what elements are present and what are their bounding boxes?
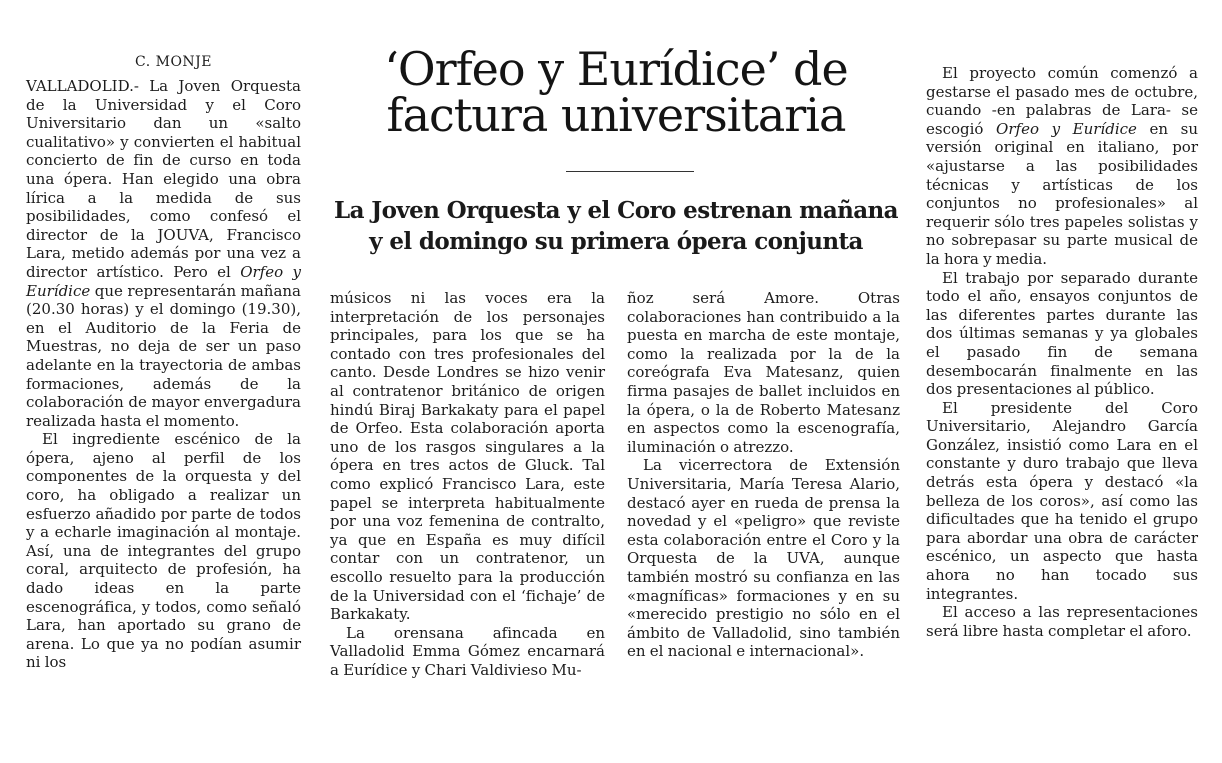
column-2 <box>330 289 605 679</box>
headline: ‘Orfeo y Eurídice’ de factura universitaria <box>384 42 848 142</box>
byline: C. MONJE <box>135 54 213 70</box>
paragraph-text: en su versión original en italiano, por «ajustarse a las posibilidades técnicas y artísticas de los conjuntos no profesionales» al requerir sólo tres papeles solistas y no sobrepasar su parte musical de la hora y media. <box>926 119 1198 268</box>
paragraph: ñoz será Amore. Otras colaboraciones han contribuido a la puesta en marcha de este montaje, como la realizada por la de la coreógrafa Eva Matesanz, quien firma pasajes de ballet incluidos en la ópera, o la de Roberto Matesanz en aspectos como la escenografía, iluminación o atrezzo. <box>627 289 900 456</box>
paragraph: El acceso a las representaciones será libre hasta completar el aforo. <box>926 603 1198 640</box>
headline-divider <box>566 171 694 172</box>
paragraph: El presidente del Coro Universitario, Alejandro García González, insistió como Lara en el constante y duro trabajo que lleva detrás esta ópera y destacó «la belleza de los coros», así como las dificultades que ha tenido el grupo para abordar una obra de carácter escénico, un aspecto que hasta ahora no han tocado sus integrantes. <box>926 398 1198 603</box>
paragraph: El ingrediente escénico de la ópera, ajeno al perfil de los componentes de la orquesta y del coro, ha obligado a realizar un esfuerzo añadido por parte de todos y a echarle imaginación al montaje. Así, una de integrantes del grupo coral, arquitecto de profesión, ha dado ideas en la parte escenográfica, y todos, como señaló Lara, han aportado su grano de arena. Lo que ya no podían asumir ni los <box>26 430 301 672</box>
paragraph: La orensana afincada en Valladolid Emma Gómez encarnará a Eurídice y Chari Valdivieso Mu- <box>330 623 605 679</box>
paragraph-text: VALLADOLID.- La Joven Orquesta de la Universidad y el Coro Universitario dan un «salto cualitativo» y convierten el habitual concierto de fin de curso en toda una ópera. Han elegido una obra lírica a la medida de sus posibilidades, como confesó el director de la JOUVA, Francisco Lara, metido además por una vez a director artístico. Pero el <box>26 77 301 281</box>
paragraph: músicos ni las voces era la interpretación de los personajes principales, para los que se ha contado con tres profesionales del canto. Desde Londres se hizo venir al contratenor británico de origen hindú Biraj Barkakaty para el papel de Orfeo. Esta colaboración aporta uno de los rasgos singulares a la ópera en tres actos de Gluck. Tal como explicó Francisco Lara, este papel se interpreta habitualmente por una voz femenina de contralto, ya que en España es muy difícil contar con un contratenor, un escollo resuelto para la producción de la Universidad con el ‘fichaje’ de Barkakaty. <box>330 289 605 624</box>
paragraph <box>926 64 1198 269</box>
paragraph-text: El proyecto común comenzó a gestarse el pasado mes de octubre, cuando -en palabras de Lara- se escogió <box>926 64 1198 138</box>
paragraph: La vicerrectora de Extensión Universitaria, María Teresa Alario, destacó ayer en rueda de prensa la novedad y el «peligro» que reviste esta colaboración entre el Coro y la Orquesta de la UVA, aunque también mostró su confianza en las «magníficas» formaciones y en su «merecido prestigio no sólo en el ámbito de Valladolid, sino también en el nacional e internacional». <box>627 456 900 661</box>
column-3 <box>627 289 900 661</box>
paragraph-text: que representarán mañana (20.30 horas) y el domingo (19.30), en el Auditorio de la Feria de Muestras, no deja de ser un paso adelante en la trayectoria de ambas formaciones, además de la colaboración de mayor envergadura realizada hasta el momento. <box>26 281 301 430</box>
column-4 <box>926 64 1198 640</box>
paragraph: El trabajo por separado durante todo el año, ensayos conjuntos de las diferentes partes durante las dos últimas semanas y ya globales el pasado fin de semana desembocarán finalmente en las dos presentaciones al público. <box>926 268 1198 399</box>
column-1 <box>26 77 301 672</box>
paragraph <box>26 77 301 430</box>
subheadline: La Joven Orquesta y el Coro estrenan mañana y el domingo su primera ópera conjunta <box>334 197 898 255</box>
work-title: Orfeo y Eurídice <box>26 262 302 300</box>
work-title: Orfeo y Eurídice <box>996 119 1137 138</box>
